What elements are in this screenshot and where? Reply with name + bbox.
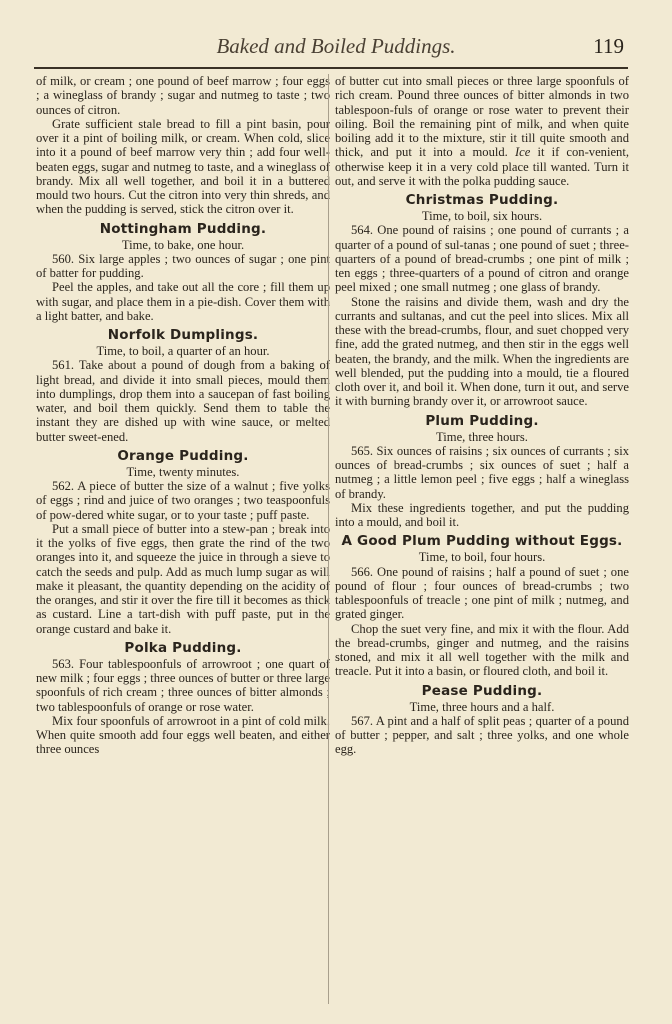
paragraph: 564. One pound of raisins ; one pound of currants ; a quarter of a pound of sul-tanas ; one pound of suet ; three-quarters of a pound of bread-crumbs ; one pint of milk ; ten eggs ; three-quarters of a pound of citron and orange peel mixed ; one small nutmeg ; one glass of brandy.	[335, 223, 629, 295]
paragraph: Chop the suet very fine, and mix it with the flour. Add the bread-crumbs, ginger and nutmeg, and the raisins stoned, and mix it all well together with the milk and treacle. Put it into a basin, or floured cloth, and boil it.	[335, 621, 629, 679]
paragraph: 567. A pint and a half of split peas ; quarter of a pound of butter ; pepper, and salt ; three yolks, and one whole egg.	[335, 713, 629, 757]
paragraph: Mix these ingredients together, and put the pudding into a mould, and boil it.	[335, 500, 629, 529]
paragraph: Stone the raisins and divide them, wash and dry the currants and sultanas, and cut the peel into slices. Mix all these with the bread-crumbs, flour, and suet chopped very fine, add the grated nutmeg, and then stir in the eggs well beaten, the brandy, and the milk. When the ingredients are well blended, put the pudding into a mould, tie a floured cloth over it, and boil it. When done, turn it out, and serve it with burning brandy over it, or arrowroot sauce.	[335, 294, 629, 409]
left-column	[36, 74, 330, 757]
recipe-time: Time, three hours.	[436, 429, 528, 444]
text-run: of butter cut into small pieces or three large spoonfuls of rich cream. Pound three ounces of bitter almonds in two tablespoon-fuls of orange or rose water to prevent their oiling. Boil the remaining pint of milk, and when quite boiling add it to the mixture, stir it till quite smooth and thick, and put it into a mould.	[335, 74, 629, 160]
text-run: it if con-venient, otherwise keep it in a very cold place till wanted. Turn it out, and serve it with the polka pudding sauce.	[335, 145, 629, 188]
recipe-title-plum: Plum Pudding.	[425, 412, 539, 429]
paragraph: Peel the apples, and take out all the core ; fill them up with sugar, and place them in a pie-dish. Cover them with a light batter, and bake.	[36, 280, 330, 323]
recipe-time: Time, to boil, a quarter of an hour.	[96, 344, 270, 358]
right-column	[335, 74, 629, 757]
paragraph: Put a small piece of butter into a stew-pan ; break into it the yolks of five eggs, then grate the rind of the two oranges into it, and squeeze the juice in through a sieve to catch the seeds and pulp. Add as much lump sugar as will make it pleasant, the quantity depending on the acidity of the oranges, and stir it over the fire till it becomes as thick as custard. Line a tart-dish with puff paste, put in the orange custard and bake it.	[36, 521, 330, 636]
recipe-title-polka: Polka Pudding.	[124, 639, 242, 656]
recipe-title-plum-no-eggs: A Good Plum Pudding without Eggs.	[341, 533, 623, 550]
running-head	[0, 34, 672, 64]
paragraph: Grate sufficient stale bread to fill a pint basin, pour over it a pint of boiling milk, or cream. When cold, slice into it a pound of beef marrow very thin ; add four well-beaten eggs, sugar and nutmeg to taste, and a wineglass of brandy. Mix all well together, and boil it in a buttered mould two hours. Cut the citron into very thin shreds, and when the pudding is served, stick the citron over it.	[36, 116, 330, 217]
header-rule	[34, 67, 628, 69]
italic-word: Ice	[514, 145, 531, 160]
paragraph: of milk, or cream ; one pound of beef marrow ; four eggs ; a wineglass of brandy ; sugar and nutmeg to taste ; two ounces of citron.	[36, 74, 330, 117]
paragraph	[335, 74, 629, 188]
recipe-title-pease: Pease Pudding.	[421, 682, 543, 699]
paragraph: 561. Take about a pound of dough from a baking of light bread, and divide it into small pieces, mould them into dumplings, drop them into a saucepan of fast boiling water, and boil them quickly. Send them to table the instant they are dished up with wine sauce, or melted butter sweet-ened.	[36, 358, 330, 444]
recipe-title-orange: Orange Pudding.	[117, 447, 249, 464]
recipe-time: Time, twenty minutes.	[126, 464, 240, 479]
paragraph: 562. A piece of butter the size of a walnut ; five yolks of eggs ; rind and juice of two oranges ; two teaspoonfuls of pow-dered white sugar, or to your taste ; puff paste.	[36, 479, 330, 522]
recipe-title-nottingham: Nottingham Pudding.	[99, 220, 267, 237]
column-divider	[328, 74, 329, 1004]
running-title: Baked and Boiled Puddings.	[216, 34, 456, 58]
paragraph: 566. One pound of raisins ; half a pound of suet ; one pound of flour ; four ounces of bread-crumbs ; two tablespoonfuls of treacle ; one pint of milk ; nutmeg, and grated ginger.	[335, 564, 629, 622]
recipe-title-christmas: Christmas Pudding.	[405, 192, 559, 208]
paragraph: 563. Four tablespoonfuls of arrowroot ; one quart of new milk ; four eggs ; three ounces of butter or three large spoonfuls of rich cream ; three ounces of bitter almonds ; two tablespoonfuls of orange or rose water.	[36, 656, 330, 714]
page-number: 119	[593, 34, 624, 58]
recipe-time: Time, to boil, four hours.	[418, 550, 546, 565]
recipe-time: Time, three hours and a half.	[409, 699, 555, 714]
recipe-time: Time, to bake, one hour.	[121, 237, 245, 252]
paragraph: 565. Six ounces of raisins ; six ounces of currants ; six ounces of bread-crumbs ; six ounces of suet ; half a nutmeg ; a little lemon peel ; five eggs ; half a wineglass of brandy.	[335, 443, 629, 501]
recipe-time: Time, to boil, six hours.	[421, 209, 543, 223]
recipe-title-norfolk: Norfolk Dumplings.	[107, 327, 259, 343]
paragraph: Mix four spoonfuls of arrowroot in a pint of cold milk. When quite smooth add four eggs well beaten, and either three ounces	[36, 713, 330, 757]
paragraph: 560. Six large apples ; two ounces of sugar ; one pint of batter for pudding.	[36, 251, 330, 280]
